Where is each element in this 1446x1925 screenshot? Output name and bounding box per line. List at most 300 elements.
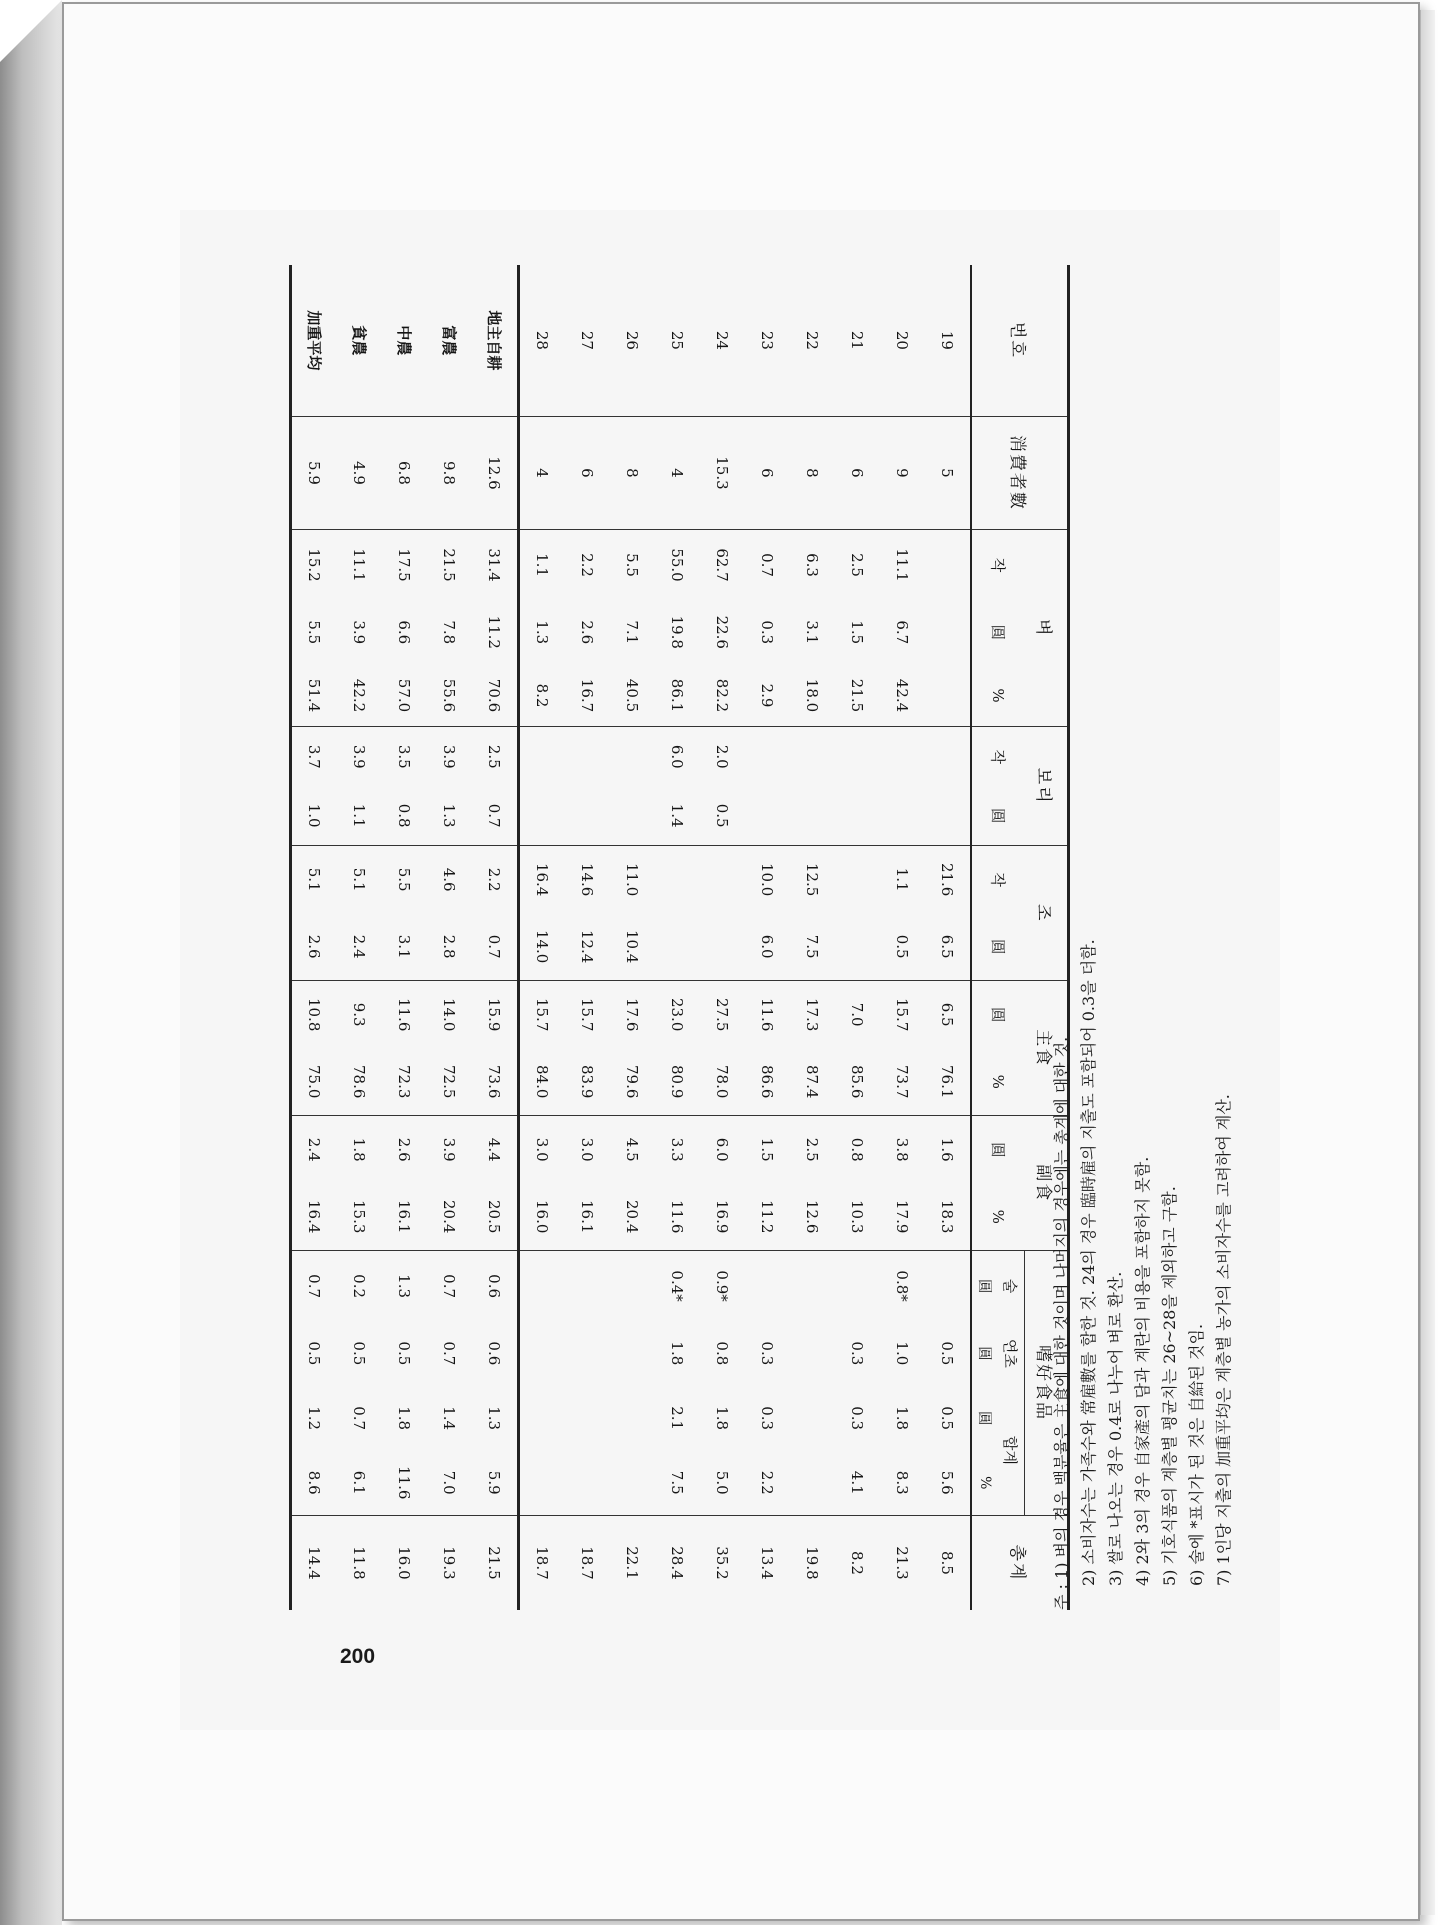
cell-rice-won: 7.1 <box>623 620 642 645</box>
cell-staple-won: 17.6 <box>610 981 655 1049</box>
summary-row <box>337 265 382 1610</box>
cell-barley-jak: 3.5 <box>382 727 427 786</box>
cell-lux-pct: 4.1 <box>848 1470 867 1495</box>
cell-liquor <box>925 1251 971 1321</box>
cell-no: 中農 <box>395 325 413 356</box>
header-millet: 조 <box>1025 846 1069 981</box>
table-row <box>655 265 700 1610</box>
cell-staple-pct: 80.9 <box>668 1064 687 1099</box>
cell-side-won: 1.6 <box>925 1116 971 1184</box>
cell-side-won: 2.5 <box>790 1116 835 1184</box>
cell-millet-jak: 16.4 <box>519 846 566 914</box>
cell-total: 19.8 <box>790 1515 835 1610</box>
cell-total: 11.8 <box>337 1515 382 1610</box>
cell-staple-won: 15.7 <box>880 981 925 1049</box>
cell-tobacco: 0.6 <box>472 1321 519 1386</box>
cell-barley-won: 0.7 <box>472 786 519 845</box>
cell-side-won: 1.8 <box>337 1116 382 1184</box>
table-body <box>291 265 972 1610</box>
notes-list <box>1048 520 1237 1610</box>
cell-lux-pct <box>519 1451 566 1516</box>
cell-rice-pct: 16.7 <box>578 678 597 713</box>
cell-millet-won <box>835 913 880 981</box>
cell-barley-won: 1.0 <box>305 803 324 828</box>
cell-barley-won <box>925 786 971 845</box>
cell-staple-won: 11.6 <box>745 981 790 1049</box>
cell-liquor: 0.4* <box>655 1251 700 1321</box>
cell-rice-won: 7.8 <box>440 620 459 645</box>
unit-side-pct: % <box>989 1209 1008 1224</box>
cell-millet-won: 0.7 <box>472 913 519 981</box>
page-number: 200 <box>340 1645 376 1668</box>
cell-staple-pct: 75.0 <box>305 1064 324 1099</box>
cell-millet-jak <box>700 846 745 914</box>
cell-total: 21.3 <box>880 1515 925 1610</box>
cell-lux-won <box>790 1386 835 1451</box>
header-consumers: 消費者數 <box>971 416 1069 529</box>
cell-barley-jak <box>519 727 566 786</box>
unit-rice-jak: 작 <box>971 530 1025 600</box>
cell-lux-won: 1.8 <box>893 1406 912 1431</box>
footnote: 7) 1인당 지출의 加重平均은 계층별 농가의 소비자수를 고려하여 계산. <box>1214 1094 1233 1586</box>
cell-millet-won: 2.6 <box>305 934 324 959</box>
cell-tobacco: 0.8 <box>713 1341 732 1366</box>
cell-rice-pct: 57.0 <box>395 678 414 713</box>
cell-no: 貧農 <box>350 325 368 356</box>
cell-staple-pct: 76.1 <box>938 1064 957 1099</box>
cell-rice-won: 3.1 <box>803 620 822 645</box>
cell-tobacco: 0.5 <box>938 1341 957 1366</box>
header-barley: 보리 <box>1025 727 1069 846</box>
table-row <box>565 265 610 1610</box>
cell-barley-won <box>790 786 835 845</box>
cell-no: 加重平均 <box>305 310 323 371</box>
cell-rice-won: 2.6 <box>578 620 597 645</box>
cell-consumers: 4 <box>655 416 700 529</box>
cell-staple-pct: 78.0 <box>713 1064 732 1099</box>
cell-consumers: 6 <box>745 416 790 529</box>
cell-side-pct: 16.9 <box>713 1200 732 1234</box>
cell-total: 19.3 <box>427 1515 472 1610</box>
cell-millet-won: 7.5 <box>803 934 822 959</box>
cell-rice-pct: 2.9 <box>758 683 777 708</box>
table-row <box>745 265 790 1610</box>
cell-millet-won <box>655 913 700 981</box>
cell-millet-won: 3.1 <box>395 934 414 959</box>
cell-liquor <box>565 1251 610 1321</box>
cell-no: 21 <box>848 330 867 350</box>
cell-barley-jak <box>880 727 925 786</box>
cell-tobacco <box>565 1321 610 1386</box>
cell-consumers: 9 <box>880 416 925 529</box>
cell-consumers: 4 <box>519 416 566 529</box>
cell-total: 18.7 <box>565 1515 610 1610</box>
table-row <box>835 265 880 1610</box>
unit-millet-won: 圓 <box>988 939 1007 955</box>
cell-side-won: 3.9 <box>427 1116 472 1184</box>
cell-barley-won: 0.8 <box>395 803 414 828</box>
cell-millet-won: 2.8 <box>440 934 459 959</box>
cell-staple-pct: 83.9 <box>578 1064 597 1099</box>
cell-side-won: 2.4 <box>291 1116 338 1184</box>
cell-tobacco: 1.8 <box>668 1341 687 1366</box>
cell-side-pct: 18.3 <box>938 1200 957 1234</box>
cell-no: 27 <box>578 330 597 350</box>
cell-barley-jak <box>745 727 790 786</box>
cell-rice-jak: 2.2 <box>565 530 610 600</box>
cell-lux-won <box>519 1386 566 1451</box>
cell-rice-pct: 8.2 <box>533 683 552 708</box>
cell-lux-pct <box>565 1451 610 1516</box>
cell-total: 16.0 <box>382 1515 427 1610</box>
header-staple: 主食 <box>1025 981 1069 1116</box>
cell-no: 20 <box>893 330 912 350</box>
cell-side-pct: 16.1 <box>395 1200 414 1234</box>
table-row <box>700 265 745 1610</box>
unit-lux-pct: % <box>977 1476 993 1490</box>
cell-side-won: 6.0 <box>700 1116 745 1184</box>
cell-rice-won: 3.9 <box>350 620 369 645</box>
cell-liquor: 0.8* <box>880 1251 925 1321</box>
cell-no: 19 <box>938 330 957 350</box>
cell-millet-jak: 5.1 <box>291 846 338 914</box>
cell-tobacco: 0.5 <box>305 1341 324 1366</box>
cell-rice-jak: 11.1 <box>880 530 925 600</box>
cell-barley-won <box>519 786 566 845</box>
cell-millet-won: 0.5 <box>893 934 912 959</box>
cell-millet-jak: 4.6 <box>427 846 472 914</box>
cell-tobacco <box>519 1321 566 1386</box>
cell-liquor <box>745 1251 790 1321</box>
cell-millet-won: 6.0 <box>758 934 777 959</box>
cell-rice-jak: 2.5 <box>835 530 880 600</box>
unit-side-won: 圓 <box>971 1116 1025 1184</box>
cell-millet-jak <box>655 846 700 914</box>
cell-consumers: 5.9 <box>291 416 338 529</box>
cell-total: 18.7 <box>519 1515 566 1610</box>
cell-barley-jak: 3.9 <box>427 727 472 786</box>
cell-side-won: 3.0 <box>519 1116 566 1184</box>
cell-millet-won: 14.0 <box>533 929 552 964</box>
cell-rice-jak: 31.4 <box>472 530 519 600</box>
summary-row <box>472 265 519 1610</box>
cell-rice-won: 1.3 <box>533 620 552 645</box>
cell-rice-pct: 82.2 <box>713 678 732 713</box>
cell-staple-won: 23.0 <box>655 981 700 1049</box>
cell-side-won: 2.6 <box>382 1116 427 1184</box>
cell-rice-won: 6.6 <box>395 620 414 645</box>
cell-lux-pct: 11.6 <box>395 1466 414 1500</box>
cell-barley-won <box>745 786 790 845</box>
cell-tobacco <box>790 1321 835 1386</box>
cell-rice-jak: 11.1 <box>337 530 382 600</box>
summary-row <box>427 265 472 1610</box>
cell-barley-jak <box>835 727 880 786</box>
cell-barley-jak: 3.9 <box>337 727 382 786</box>
cell-side-won: 4.5 <box>610 1116 655 1184</box>
cell-total: 8.5 <box>925 1515 971 1610</box>
footnote: 주 : 1) 벼의 경우 백분율은 主食에 대한 것이며 나머지의 경우에는 총계에 대한 것. <box>1052 1036 1071 1610</box>
cell-side-pct: 16.1 <box>578 1200 597 1234</box>
cell-side-pct: 20.4 <box>623 1200 642 1234</box>
cell-staple-pct: 72.3 <box>395 1064 414 1099</box>
cell-millet-jak: 2.2 <box>472 846 519 914</box>
cell-lux-won: 0.3 <box>758 1406 777 1431</box>
cell-millet-jak: 12.5 <box>790 846 835 914</box>
table-row <box>880 265 925 1610</box>
cell-rice-won: 1.5 <box>848 620 867 645</box>
cell-tobacco: 0.3 <box>848 1341 867 1366</box>
cell-rice-won: 5.5 <box>305 620 324 645</box>
cell-barley-won <box>610 786 655 845</box>
cell-millet-won: 12.4 <box>578 929 597 964</box>
cell-consumers: 4.9 <box>337 416 382 529</box>
cell-side-pct: 10.3 <box>848 1200 867 1234</box>
cell-tobacco: 0.3 <box>758 1341 777 1366</box>
cell-millet-jak: 5.5 <box>382 846 427 914</box>
unit-millet-jak: 작 <box>971 846 1025 914</box>
footnote: 2) 소비자수는 가족수와 常雇數를 합한 것. 24의 경우 臨時雇의 지출도 포함되어 0.3을 더함. <box>1079 939 1098 1586</box>
cell-total: 21.5 <box>472 1515 519 1610</box>
cell-side-pct: 15.3 <box>350 1200 369 1234</box>
cell-no: 24 <box>713 330 732 350</box>
cell-lux-pct: 6.1 <box>350 1470 369 1495</box>
cell-rice-jak: 5.5 <box>610 530 655 600</box>
cell-lux-pct <box>790 1451 835 1516</box>
cell-side-won: 4.4 <box>472 1116 519 1184</box>
header-tobacco: 연초 <box>1001 1338 1020 1368</box>
cell-millet-jak: 11.0 <box>610 846 655 914</box>
cell-lux-pct <box>610 1451 655 1516</box>
cell-side-won: 1.5 <box>745 1116 790 1184</box>
cell-millet-jak: 1.1 <box>880 846 925 914</box>
cell-tobacco: 0.5 <box>395 1341 414 1366</box>
cell-barley-won <box>880 786 925 845</box>
cell-barley-won: 0.5 <box>713 803 732 828</box>
cell-staple-won: 6.5 <box>925 981 971 1049</box>
rotated-table-container <box>305 265 1070 1610</box>
cell-consumers: 8 <box>610 416 655 529</box>
header-luxury-sum: 합계 <box>1001 1435 1020 1465</box>
cell-millet-won <box>700 913 745 981</box>
cell-rice-pct: 21.5 <box>848 678 867 713</box>
cell-staple-pct: 84.0 <box>533 1064 552 1099</box>
consumption-table <box>289 265 1070 1610</box>
cell-consumers: 15.3 <box>700 416 745 529</box>
header-total: 총계 <box>971 1515 1069 1610</box>
cell-rice-jak: 62.7 <box>700 530 745 600</box>
cell-lux-won: 1.8 <box>713 1406 732 1431</box>
cell-no: 地主自耕 <box>472 265 519 416</box>
cell-consumers: 8 <box>790 416 835 529</box>
cell-staple-won: 10.8 <box>291 981 338 1049</box>
cell-millet-won: 2.4 <box>350 934 369 959</box>
cell-side-won: 3.0 <box>565 1116 610 1184</box>
book-page-edge <box>1420 10 1435 1915</box>
cell-lux-pct: 2.2 <box>758 1470 777 1495</box>
summary-row <box>291 265 338 1610</box>
cell-lux-pct: 7.0 <box>440 1470 459 1495</box>
cell-lux-pct: 5.6 <box>938 1470 957 1495</box>
cell-total: 28.4 <box>655 1515 700 1610</box>
cell-liquor: 0.9* <box>700 1251 745 1321</box>
cell-lux-pct: 7.5 <box>668 1470 687 1495</box>
cell-staple-won: 14.0 <box>427 981 472 1049</box>
cell-barley-won: 1.3 <box>440 803 459 828</box>
cell-staple-won: 15.9 <box>472 981 519 1049</box>
cell-lux-pct: 8.3 <box>893 1470 912 1495</box>
cell-millet-won: 10.4 <box>623 929 642 964</box>
cell-side-pct: 16.4 <box>305 1200 324 1234</box>
cell-lux-won <box>565 1386 610 1451</box>
cell-rice-jak: 0.7 <box>745 530 790 600</box>
cell-barley-jak: 3.7 <box>291 727 338 786</box>
cell-tobacco <box>610 1321 655 1386</box>
footnote: 3) 쌀로 나오는 경우 0.4로 나누어 벼로 환산. <box>1106 1271 1125 1586</box>
cell-staple-pct: 73.6 <box>472 1048 519 1116</box>
footnote: 4) 2와 3의 경우 自家產의 담과 계란의 비용을 포함하지 못함. <box>1133 1156 1152 1586</box>
cell-staple-pct: 85.6 <box>848 1064 867 1099</box>
unit-liquor-won: 圓 <box>971 1251 998 1321</box>
cell-barley-jak <box>790 727 835 786</box>
cell-rice-jak: 21.5 <box>427 530 472 600</box>
cell-staple-won: 15.7 <box>565 981 610 1049</box>
cell-total: 35.2 <box>700 1515 745 1610</box>
table-row <box>790 265 835 1610</box>
unit-rice-won: 圓 <box>988 624 1007 640</box>
cell-liquor <box>835 1251 880 1321</box>
cell-barley-won <box>835 786 880 845</box>
cell-barley-jak: 6.0 <box>655 727 700 786</box>
header-luxury: 嗜好食品 <box>1025 1251 1069 1516</box>
cell-rice-jak: 1.1 <box>519 530 566 600</box>
cell-side-pct: 11.2 <box>758 1200 777 1234</box>
cell-side-pct: 11.6 <box>668 1200 687 1234</box>
book-spine <box>0 0 62 1925</box>
summary-row <box>382 265 427 1610</box>
unit-staple-won: 圓 <box>971 981 1025 1049</box>
cell-liquor: 0.6 <box>472 1251 519 1321</box>
cell-no: 富農 <box>440 325 458 356</box>
footnote: 6) 술에 *표시가 된 것은 自給된 것임. <box>1187 1323 1206 1586</box>
cell-millet-jak: 14.6 <box>565 846 610 914</box>
cell-side-pct: 20.5 <box>472 1183 519 1251</box>
cell-staple-won: 17.3 <box>790 981 835 1049</box>
cell-rice-pct: 51.4 <box>305 678 324 713</box>
cell-tobacco: 1.0 <box>893 1341 912 1366</box>
cell-staple-won: 7.0 <box>835 981 880 1049</box>
cell-lux-pct: 8.6 <box>305 1470 324 1495</box>
cell-rice-jak: 55.0 <box>655 530 700 600</box>
cell-barley-jak <box>925 727 971 786</box>
cell-lux-won <box>610 1386 655 1451</box>
cell-millet-jak: 5.1 <box>337 846 382 914</box>
cell-barley-won: 1.4 <box>668 803 687 828</box>
cell-consumers: 9.8 <box>427 416 472 529</box>
cell-barley-won <box>565 786 610 845</box>
cell-rice-won: 6.7 <box>893 620 912 645</box>
cell-consumers: 6 <box>835 416 880 529</box>
cell-staple-pct: 78.6 <box>350 1064 369 1099</box>
cell-total: 14.4 <box>291 1515 338 1610</box>
cell-millet-won: 6.5 <box>938 934 957 959</box>
unit-tobacco-won: 圓 <box>976 1346 992 1361</box>
cell-liquor <box>790 1251 835 1321</box>
cell-lux-won: 1.4 <box>440 1406 459 1431</box>
cell-staple-won: 15.7 <box>519 981 566 1049</box>
cell-rice-pct <box>925 665 971 727</box>
cell-liquor <box>610 1251 655 1321</box>
cell-lux-won: 1.2 <box>305 1406 324 1431</box>
cell-side-won: 3.3 <box>655 1116 700 1184</box>
cell-rice-pct: 40.5 <box>623 678 642 713</box>
cell-lux-pct: 5.9 <box>472 1451 519 1516</box>
header-rice: 벼 <box>1025 530 1069 727</box>
cell-lux-won: 1.8 <box>395 1406 414 1431</box>
cell-lux-won: 0.3 <box>848 1406 867 1431</box>
header-side: 副食 <box>1025 1116 1069 1251</box>
cell-rice-won: 22.6 <box>713 615 732 649</box>
header-liquor: 술 <box>998 1251 1025 1321</box>
cell-barley-jak: 2.0 <box>700 727 745 786</box>
cell-total: 13.4 <box>745 1515 790 1610</box>
cell-liquor: 0.7 <box>291 1251 338 1321</box>
unit-rice-pct: % <box>989 688 1008 703</box>
cell-rice-pct: 55.6 <box>440 678 459 713</box>
table-row <box>610 265 655 1610</box>
cell-consumers: 5 <box>925 416 971 529</box>
header-no: 번호 <box>1007 321 1027 359</box>
footnotes <box>1048 520 1248 1610</box>
cell-side-won: 0.8 <box>835 1116 880 1184</box>
cell-no: 26 <box>623 330 642 350</box>
cell-lux-won: 1.3 <box>472 1386 519 1451</box>
cell-staple-pct: 86.6 <box>758 1064 777 1099</box>
cell-rice-pct: 42.4 <box>893 678 912 713</box>
cell-barley-jak <box>565 727 610 786</box>
cell-total: 22.1 <box>610 1515 655 1610</box>
cell-millet-jak: 10.0 <box>745 846 790 914</box>
cell-no: 25 <box>668 330 687 350</box>
cell-liquor: 0.2 <box>337 1251 382 1321</box>
cell-liquor <box>519 1251 566 1321</box>
cell-lux-won: 0.5 <box>938 1406 957 1431</box>
cell-rice-pct: 42.2 <box>350 678 369 713</box>
cell-rice-won: 11.2 <box>472 600 519 665</box>
cell-rice-jak: 15.2 <box>291 530 338 600</box>
cell-barley-won: 1.1 <box>350 803 369 828</box>
cell-staple-pct: 72.5 <box>440 1064 459 1099</box>
cell-tobacco: 0.7 <box>440 1341 459 1366</box>
cell-staple-pct: 79.6 <box>623 1064 642 1099</box>
cell-staple-won: 9.3 <box>337 981 382 1049</box>
unit-lux-won: 圓 <box>976 1411 992 1426</box>
cell-rice-won <box>925 600 971 665</box>
cell-staple-pct: 73.7 <box>893 1064 912 1099</box>
cell-staple-won: 11.6 <box>382 981 427 1049</box>
table-row <box>925 265 971 1610</box>
cell-total: 8.2 <box>835 1515 880 1610</box>
cell-no: 23 <box>758 330 777 350</box>
cell-barley-jak <box>610 727 655 786</box>
cell-barley-jak: 2.5 <box>472 727 519 786</box>
cell-lux-won: 2.1 <box>668 1406 687 1431</box>
cell-rice-pct: 86.1 <box>668 678 687 713</box>
cell-rice-jak: 17.5 <box>382 530 427 600</box>
unit-barley-won: 圓 <box>988 808 1007 824</box>
cell-rice-won: 0.3 <box>758 620 777 645</box>
cell-rice-pct: 18.0 <box>803 678 822 713</box>
